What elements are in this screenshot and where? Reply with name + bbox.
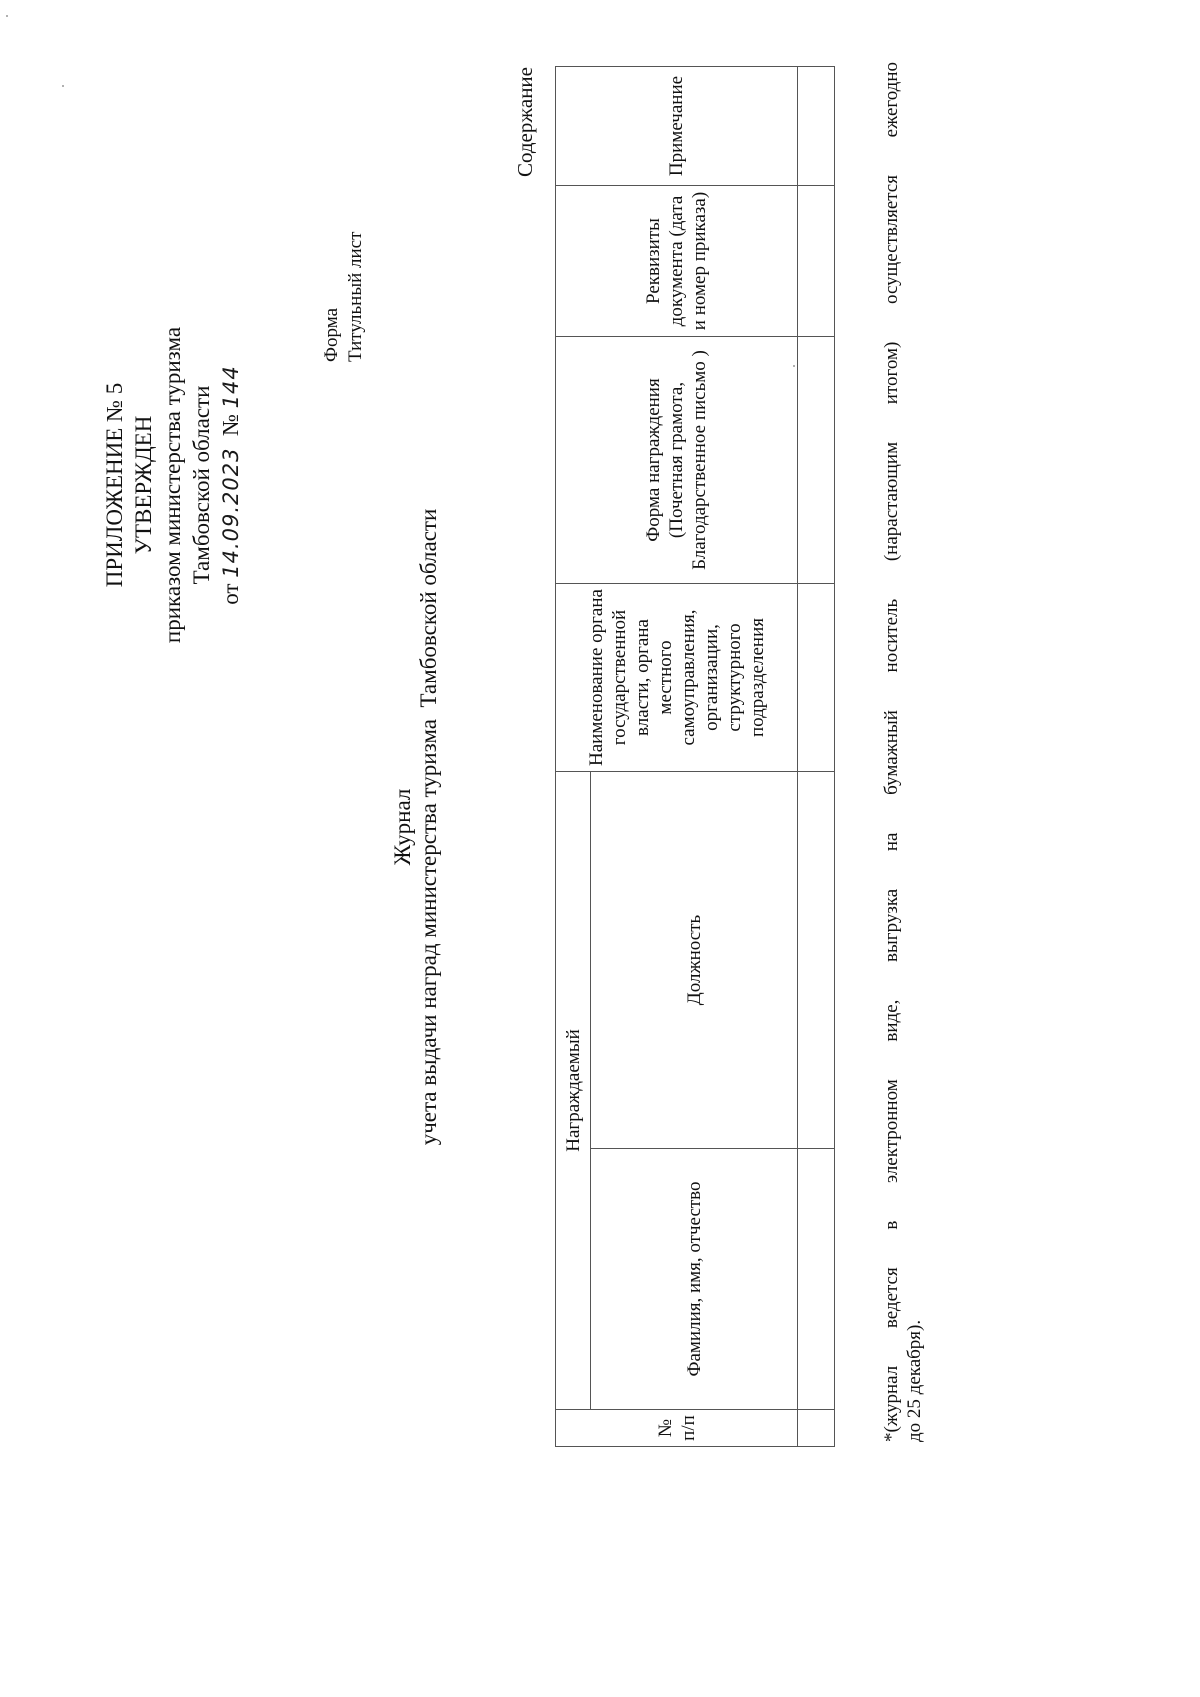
journal-subtitle: учета выдачи наград министерства туризма Тамбовской области (416, 508, 441, 1146)
header-organization: Наименование органа государственной власти, органа местного самоуправления, организации, структурного подразделения (556, 584, 798, 772)
header-award-form: Форма награждения (Почетная грамота, Благодарственное письмо ) (556, 337, 798, 584)
footnote-line-2: до 25 декабря). (904, 1319, 925, 1442)
table-row (798, 67, 835, 1447)
region-line: Тамбовской области (189, 385, 214, 585)
journal-title-block (390, 477, 442, 1177)
date-prefix: от (218, 583, 243, 605)
table-cell (798, 1410, 835, 1447)
journal-title: Журнал (390, 788, 415, 866)
form-label (320, 102, 368, 362)
awards-register-table (555, 66, 835, 1447)
header-note: Примечание (556, 67, 798, 186)
approval-stamp-block (100, 310, 246, 660)
handwritten-number: 144 (219, 365, 243, 409)
table-cell (798, 337, 835, 584)
table-cell (798, 67, 835, 186)
number-prefix: № (218, 414, 243, 437)
handwritten-date: 14.09.2023 (219, 447, 243, 578)
table-cell (798, 186, 835, 337)
contents-label: Содержание (513, 67, 537, 178)
footnote (880, 62, 926, 1442)
header-awardee-group: Награждаемый (556, 772, 591, 1410)
appendix-heading: ПРИЛОЖЕНИЕ № 5 (102, 382, 127, 588)
header-document-details: Реквизиты документа (дата и номер приказа) (556, 186, 798, 337)
form-label-line-1: Форма (321, 307, 342, 362)
footnote-line-1: *(журнал ведется в электронном виде, выгрузка на бумажный носитель (нарастающим итогом) осуществляется ежегодно (881, 62, 902, 1442)
header-number: № п/п (556, 1410, 798, 1447)
approved-heading: УТВЕРЖДЕН (131, 415, 156, 555)
scan-speck (62, 85, 64, 87)
header-position: Должность (591, 772, 798, 1149)
table-cell (798, 772, 835, 1149)
table-cell (798, 584, 835, 772)
scan-speck (6, 15, 8, 17)
header-full-name: Фамилия, имя, отчество (591, 1149, 798, 1410)
form-label-line-2: Титульный лист (345, 231, 366, 362)
order-line: приказом министерства туризма (160, 326, 185, 644)
table-cell (798, 1149, 835, 1410)
order-date-line (216, 310, 246, 660)
